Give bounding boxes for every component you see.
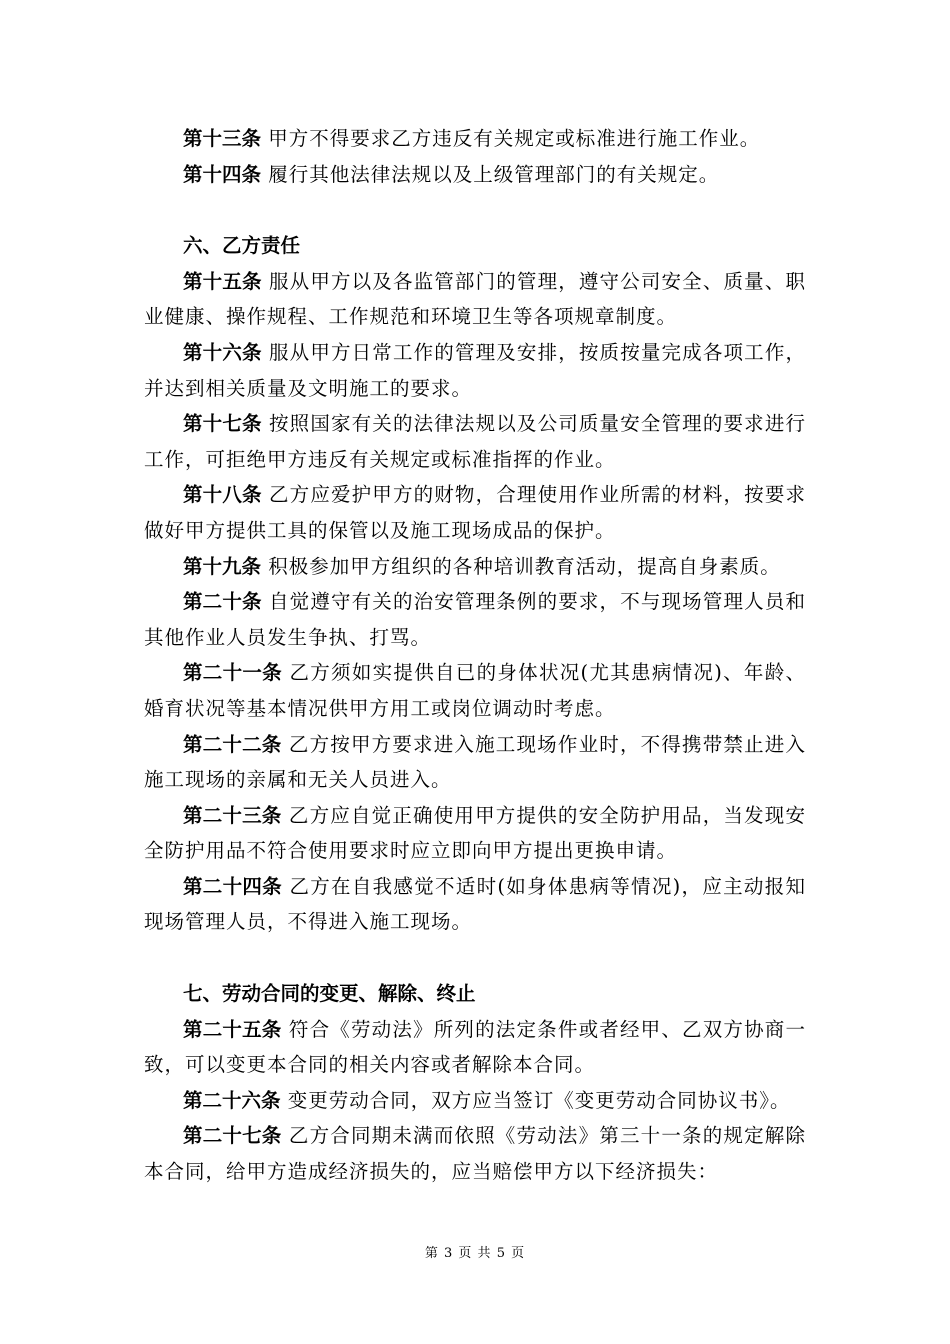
article-label: 第二十四条 bbox=[183, 874, 282, 898]
article-label: 第十九条 bbox=[183, 554, 262, 578]
article-label: 第十七条 bbox=[183, 412, 262, 436]
section-6-heading: 六、乙方责任 bbox=[183, 234, 301, 258]
article-text: 履行其他法律法规以及上级管理部门的有关规定。 bbox=[268, 162, 720, 186]
article-text: 服从甲方以及各监管部门的管理，遵守公司安全、质量、职业健康、操作规程、工作规范和环境卫生等各项规章制度。 bbox=[144, 269, 806, 329]
article-19 bbox=[144, 549, 806, 585]
article-13 bbox=[144, 121, 806, 157]
article-label: 第二十二条 bbox=[183, 732, 282, 756]
article-label: 第十三条 bbox=[183, 127, 262, 150]
article-25 bbox=[144, 1012, 806, 1083]
article-text: 按照国家有关的法律法规以及公司质量安全管理的要求进行工作，可拒绝甲方违反有关规定或标准指挥的作业。 bbox=[144, 412, 806, 471]
article-text: 乙方应爱护甲方的财物，合理使用作业所需的材料，按要求做好甲方提供工具的保管以及施工现场成品的保护。 bbox=[144, 483, 806, 542]
article-text: 乙方应自觉正确使用甲方提供的安全防护用品，当发现安全防护用品不符合使用要求时应立即向甲方提出更换申请。 bbox=[144, 803, 806, 863]
article-label: 第二十五条 bbox=[183, 1017, 282, 1041]
article-label: 第十六条 bbox=[183, 340, 262, 364]
article-label: 第二十六条 bbox=[183, 1088, 281, 1112]
page-number-footer: 第 3 页 共 5 页 bbox=[424, 1246, 526, 1261]
article-label: 第二十条 bbox=[183, 590, 262, 614]
article-text: 乙方合同期未满而依照《劳动法》第三十一条的规定解除本合同，给甲方造成经济损失的，应当赔偿甲方以下经济损失： bbox=[144, 1124, 806, 1184]
article-16 bbox=[144, 335, 806, 406]
article-21 bbox=[144, 655, 806, 726]
article-15 bbox=[144, 264, 806, 335]
article-text: 服从甲方日常工作的管理及安排，按质按量完成各项工作，并达到相关质量及文明施工的要求。 bbox=[144, 340, 806, 400]
article-text: 变更劳动合同，双方应当签订《变更劳动合同协议书》。 bbox=[287, 1088, 791, 1112]
article-text: 乙方须如实提供自已的身体状况(尤其患病情况)、年龄、婚育状况等基本情况供甲方用工或岗位调动时考虑。 bbox=[144, 661, 806, 720]
article-text: 符合《劳动法》所列的法定条件或者经甲、乙双方协商一致，可以变更本合同的相关内容或者解除本合同。 bbox=[144, 1017, 806, 1077]
article-17 bbox=[144, 406, 806, 477]
article-text: 乙方在自我感觉不适时(如身体患病等情况)，应主动报知现场管理人员，不得进入施工现场。 bbox=[144, 874, 806, 934]
article-text: 乙方按甲方要求进入施工现场作业时，不得携带禁止进入施工现场的亲属和无关人员进入。 bbox=[144, 732, 806, 792]
document-page bbox=[144, 121, 806, 1190]
article-label: 第二十一条 bbox=[183, 661, 282, 685]
article-text: 积极参加甲方组织的各种培训教育活动，提高自身素质。 bbox=[268, 554, 781, 578]
article-text: 甲方不得要求乙方违反有关规定或标准进行施工作业。 bbox=[268, 127, 761, 150]
article-label: 第十八条 bbox=[183, 483, 262, 507]
article-label: 第十四条 bbox=[183, 162, 262, 186]
article-text: 自觉遵守有关的治安管理条例的要求，不与现场管理人员和其他作业人员发生争执、打骂。 bbox=[144, 590, 806, 649]
section-7-heading: 七、劳动合同的变更、解除、终止 bbox=[183, 982, 476, 1006]
article-20 bbox=[144, 584, 806, 655]
article-27 bbox=[144, 1118, 806, 1189]
article-24 bbox=[144, 869, 806, 940]
article-22 bbox=[144, 727, 806, 798]
article-23 bbox=[144, 798, 806, 869]
article-18 bbox=[144, 477, 806, 548]
article-14 bbox=[144, 157, 806, 193]
article-label: 第二十七条 bbox=[183, 1124, 282, 1148]
article-label: 第十五条 bbox=[183, 269, 262, 293]
article-26 bbox=[144, 1083, 806, 1119]
article-label: 第二十三条 bbox=[183, 803, 282, 827]
